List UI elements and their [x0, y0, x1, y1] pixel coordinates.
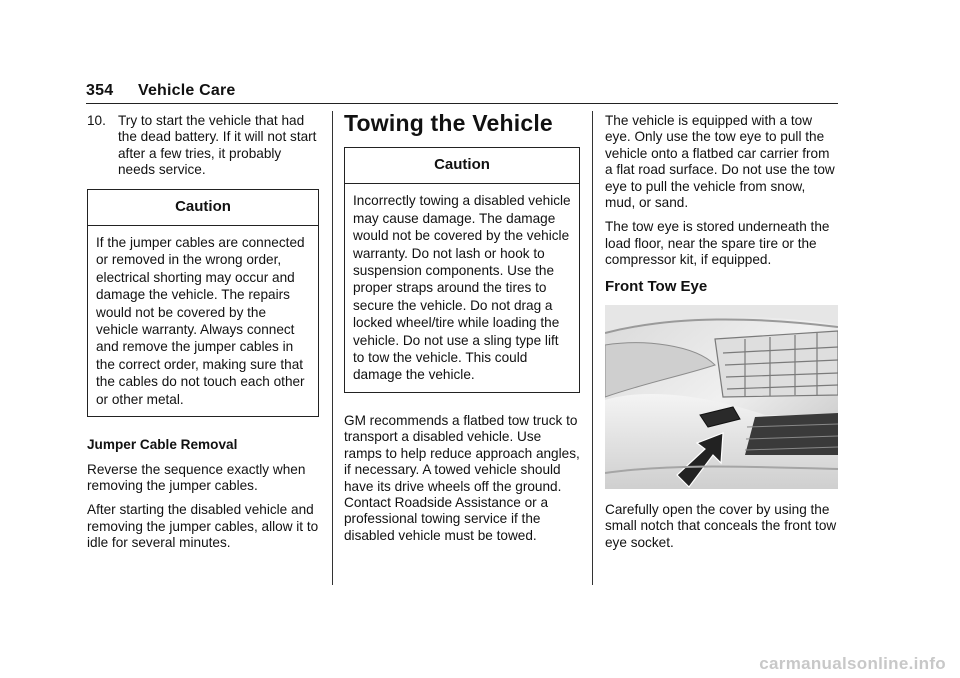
caution-box-jumper — [87, 189, 319, 417]
right-column — [605, 113, 839, 559]
header-divider — [86, 103, 838, 104]
front-tow-eye-photo — [605, 305, 838, 489]
paragraph-tow-eye-equipped: The vehicle is equipped with a tow eye. Only use the tow eye to pull the vehicle onto a flatbed car carrier from a flat road surface. Do not use the tow eye to pull the vehicle from snow, mud, or sand. — [605, 113, 835, 211]
column-divider-1 — [332, 111, 333, 585]
caution-title: Caution — [88, 190, 318, 226]
left-column — [87, 113, 319, 560]
watermark: carmanualsonline.info — [759, 654, 946, 673]
section-title-towing: Towing the Vehicle — [344, 110, 553, 136]
page-header — [86, 82, 236, 100]
page-number: 354 — [86, 82, 114, 99]
step-10 — [87, 113, 319, 179]
column-divider-2 — [592, 111, 593, 585]
figure-title-front-tow-eye: Front Tow Eye — [605, 277, 708, 295]
paragraph-after-starting: After starting the disabled vehicle and removing the jumper cables, allow it to idle for several minutes. — [87, 502, 319, 551]
caution-box-towing — [344, 147, 580, 393]
caution-title: Caution — [345, 148, 579, 184]
caution-body: Incorrectly towing a disabled vehicle may cause damage. The damage would not be covered by the vehicle warranty. Do not lash or hook to suspension components. Use the proper straps around the tires to secure the vehicle. Do not drag a locked wheel/tire while loading the vehicle. Do not use a sling type lift to tow the vehicle. This could damage the vehicle. — [353, 193, 571, 383]
caution-body: If the jumper cables are connected or removed in the wrong order, electrical shorting may occur and damage the vehicle. The repairs would not be covered by the vehicle warranty. Always connect and remove the jumper cables in the correct order, making sure that the cables do not touch each other or other metal. — [96, 235, 305, 407]
step-text: Try to start the vehicle that had the dead battery. If it will not start after a few tries, it probably needs service. — [118, 113, 317, 178]
paragraph-reverse-sequence: Reverse the sequence exactly when removing the jumper cables. — [87, 461, 306, 493]
paragraph-tow-eye-stored: The tow eye is stored underneath the load floor, near the spare tire or the compressor kit, if equipped. — [605, 219, 830, 268]
middle-column — [344, 108, 580, 552]
paragraph-gm-recommends: GM recommends a flatbed tow truck to transport a disabled vehicle. Use ramps to help reduce approach angles, if necessary. A towed vehicle should have its drive wheels off the ground. Contact Roadside Assistance or a professional towing service if the disabled vehicle must be towed. — [344, 412, 580, 543]
figure-caption: Carefully open the cover by using the small notch that conceals the front tow eye socket. — [605, 502, 837, 550]
step-number: 10. — [87, 113, 106, 128]
chapter-title: Vehicle Care — [137, 82, 236, 99]
subheading-jumper-cable-removal: Jumper Cable Removal — [87, 437, 238, 453]
